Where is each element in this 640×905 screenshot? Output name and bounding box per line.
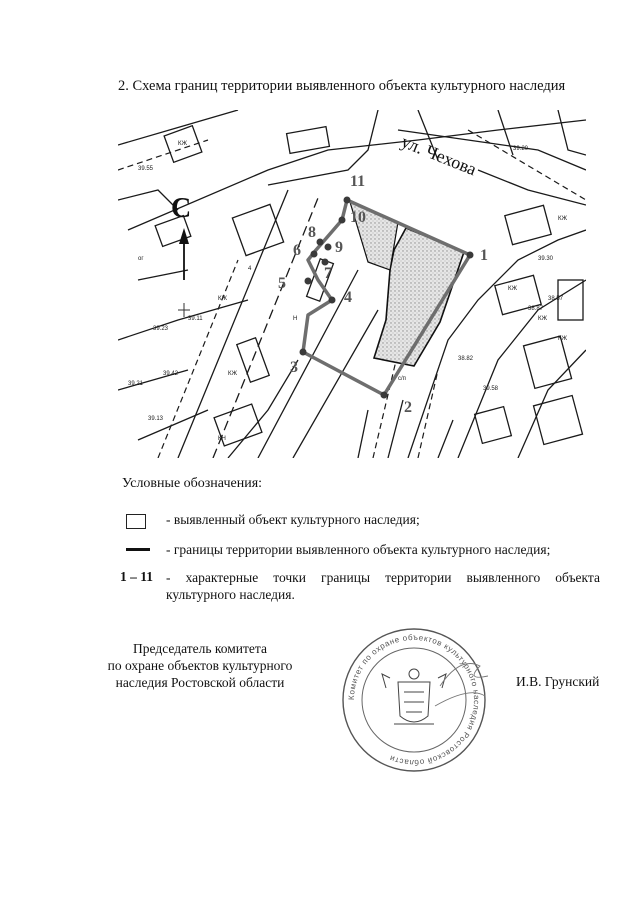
svg-text:39.58: 39.58 <box>483 386 499 392</box>
point-label-7: 7 <box>324 265 332 282</box>
svg-text:КЖ: КЖ <box>538 316 548 322</box>
point-label-3: 3 <box>290 359 298 376</box>
page-title: 2. Схема границ территории выявленного объекта культурного наследия <box>118 78 566 94</box>
point-label-9: 9 <box>335 239 343 256</box>
map-svg <box>118 110 586 458</box>
svg-text:КЖ: КЖ <box>228 371 238 377</box>
north-label: С <box>171 193 192 224</box>
svg-text:Комитет по охране объектов кул: Комитет по охране объектов культурного наследия Ростовской области <box>346 632 482 768</box>
signatory-name: И.В. Грунский <box>516 674 600 689</box>
boundary-scheme-map <box>118 110 586 458</box>
svg-text:39.55: 39.55 <box>138 166 154 172</box>
svg-text:КЖ: КЖ <box>218 296 228 302</box>
legend-item-text: - выявленный объект культурного наследия; <box>166 512 420 527</box>
point-label-2: 2 <box>404 399 412 416</box>
coat-of-arms-icon <box>382 669 446 724</box>
position-line: Председатель комитета <box>133 641 267 656</box>
svg-text:39.20: 39.20 <box>513 146 529 152</box>
svg-text:КЖ: КЖ <box>178 141 188 147</box>
legend-heading: Условные обозначения: <box>122 476 263 491</box>
point-label-8: 8 <box>308 224 316 241</box>
point-label-1: 1 <box>480 247 488 264</box>
svg-text:КН: КН <box>218 436 226 442</box>
svg-text:Н: Н <box>293 316 298 322</box>
legend-item-text: - характерные точки границы территории выявленного объекта культурного наследия. <box>166 570 600 602</box>
svg-text:КЖ: КЖ <box>508 286 518 292</box>
street-label: ул. Чехова <box>398 131 480 180</box>
signatory-position <box>86 640 314 691</box>
svg-text:38.87: 38.87 <box>528 306 544 312</box>
svg-text:4: 4 <box>248 266 252 272</box>
legend-item-text: - границы территории выявленного объекта культурного наследия; <box>166 542 551 557</box>
official-seal <box>340 626 488 774</box>
svg-text:КЖ: КЖ <box>558 216 568 222</box>
svg-text:39.23: 39.23 <box>153 326 169 332</box>
point-label-6: 6 <box>293 242 301 259</box>
boundary-line-icon <box>126 548 150 551</box>
point-label-5: 5 <box>278 275 286 292</box>
svg-text:38.57: 38.57 <box>548 296 564 302</box>
position-line: по охране объектов культурного <box>107 658 293 673</box>
position-line: наследия Ростовской области <box>115 675 285 690</box>
svg-text:с/п: с/п <box>398 376 406 382</box>
svg-text:ог: ог <box>138 256 144 262</box>
svg-text:39.13: 39.13 <box>148 416 164 422</box>
svg-text:38.82: 38.82 <box>458 356 474 362</box>
svg-text:КЖ: КЖ <box>558 336 568 342</box>
point-label-11: 11 <box>350 173 366 190</box>
svg-text:39.11: 39.11 <box>188 316 203 322</box>
svg-text:39.30: 39.30 <box>538 256 554 262</box>
point-label-4: 4 <box>344 289 352 306</box>
legend-point-range: 1 – 11 <box>120 569 154 584</box>
cadastral-background <box>118 110 586 458</box>
svg-text:39.42: 39.42 <box>163 371 179 377</box>
legend-item-points <box>120 569 602 605</box>
point-label-10: 10 <box>350 209 366 226</box>
svg-text:39.21: 39.21 <box>128 381 144 387</box>
object-box-icon <box>126 514 146 529</box>
legend-item-object <box>126 512 596 532</box>
legend-item-boundary <box>126 542 602 562</box>
